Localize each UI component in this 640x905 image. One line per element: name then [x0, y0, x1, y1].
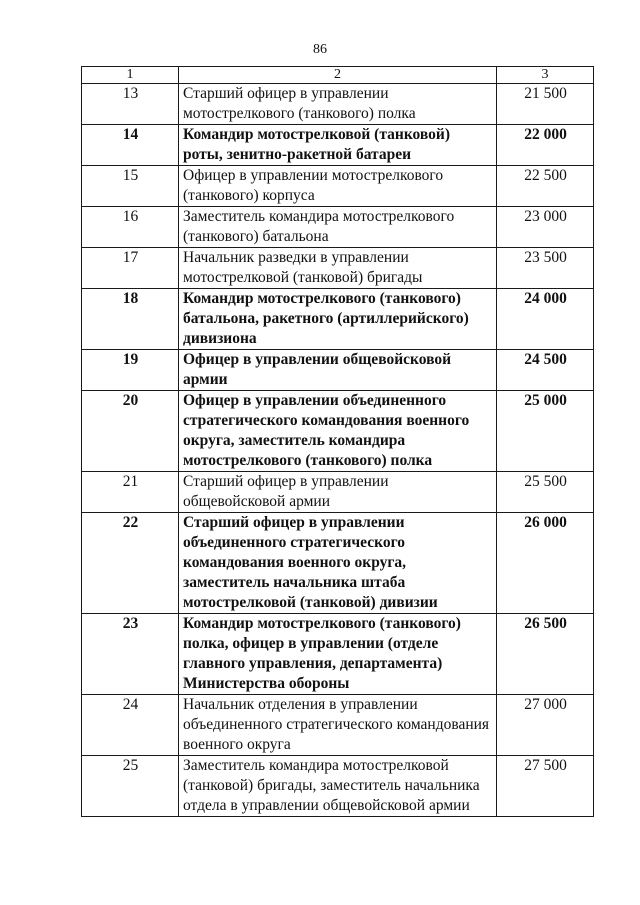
row-number: 14	[82, 125, 179, 166]
row-number: 24	[82, 695, 179, 756]
position-title: Офицер в управлении объединенного стратегического командования военного округа, заместитель командира мотострелкового (танкового) полка	[179, 391, 497, 472]
salary-value: 24 000	[497, 289, 594, 350]
table-row	[82, 513, 594, 614]
table-row	[82, 84, 594, 125]
table-row	[82, 350, 594, 391]
row-number: 17	[82, 248, 179, 289]
row-number: 19	[82, 350, 179, 391]
salary-value: 27 500	[497, 756, 594, 817]
row-number: 13	[82, 84, 179, 125]
position-title: Заместитель командира мотострелкового (танкового) батальона	[179, 207, 497, 248]
column-header-salary: 3	[497, 67, 594, 84]
position-title: Командир мотострелкового (танкового) полка, офицер в управлении (отделе главного управления, департамента) Министерства обороны	[179, 614, 497, 695]
table-row	[82, 472, 594, 513]
position-title: Старший офицер в управлении объединенного стратегического командования военного округа, заместитель начальника штаба мотострелковой (танковой) дивизии	[179, 513, 497, 614]
position-title: Командир мотострелковой (танковой) роты, зенитно-ракетной батареи	[179, 125, 497, 166]
row-number: 16	[82, 207, 179, 248]
row-number: 18	[82, 289, 179, 350]
table-row	[82, 166, 594, 207]
salary-value: 25 000	[497, 391, 594, 472]
table-row	[82, 289, 594, 350]
column-header-position: 2	[179, 67, 497, 84]
header-row	[82, 67, 594, 84]
table-row	[82, 391, 594, 472]
column-header-number: 1	[82, 67, 179, 84]
salary-value: 24 500	[497, 350, 594, 391]
position-title: Старший офицер в управлении общевойсковой армии	[179, 472, 497, 513]
table-row	[82, 125, 594, 166]
salary-value: 27 000	[497, 695, 594, 756]
table-body	[82, 84, 594, 817]
table-row	[82, 614, 594, 695]
row-number: 20	[82, 391, 179, 472]
page-number: 86	[313, 42, 327, 57]
position-title: Офицер в управлении мотострелкового (танкового) корпуса	[179, 166, 497, 207]
row-number: 23	[82, 614, 179, 695]
position-title: Командир мотострелкового (танкового) батальона, ракетного (артиллерийского) дивизиона	[179, 289, 497, 350]
row-number: 25	[82, 756, 179, 817]
salary-value: 23 000	[497, 207, 594, 248]
salary-value: 26 000	[497, 513, 594, 614]
salary-value: 22 000	[497, 125, 594, 166]
table-header	[82, 67, 594, 84]
salary-value: 21 500	[497, 84, 594, 125]
salary-value: 26 500	[497, 614, 594, 695]
position-title: Начальник отделения в управлении объединенного стратегического командования военного округа	[179, 695, 497, 756]
table-row	[82, 248, 594, 289]
salary-value: 23 500	[497, 248, 594, 289]
table-row	[82, 695, 594, 756]
salary-value: 22 500	[497, 166, 594, 207]
table-row	[82, 207, 594, 248]
table-row	[82, 756, 594, 817]
position-title: Начальник разведки в управлении мотострелковой (танковой) бригады	[179, 248, 497, 289]
position-title: Старший офицер в управлении мотострелкового (танкового) полка	[179, 84, 497, 125]
salary-value: 25 500	[497, 472, 594, 513]
position-title: Офицер в управлении общевойсковой армии	[179, 350, 497, 391]
row-number: 21	[82, 472, 179, 513]
position-title: Заместитель командира мотострелковой (танковой) бригады, заместитель начальника отдела в управлении общевойсковой армии	[179, 756, 497, 817]
row-number: 22	[82, 513, 179, 614]
row-number: 15	[82, 166, 179, 207]
positions-table	[81, 66, 594, 817]
